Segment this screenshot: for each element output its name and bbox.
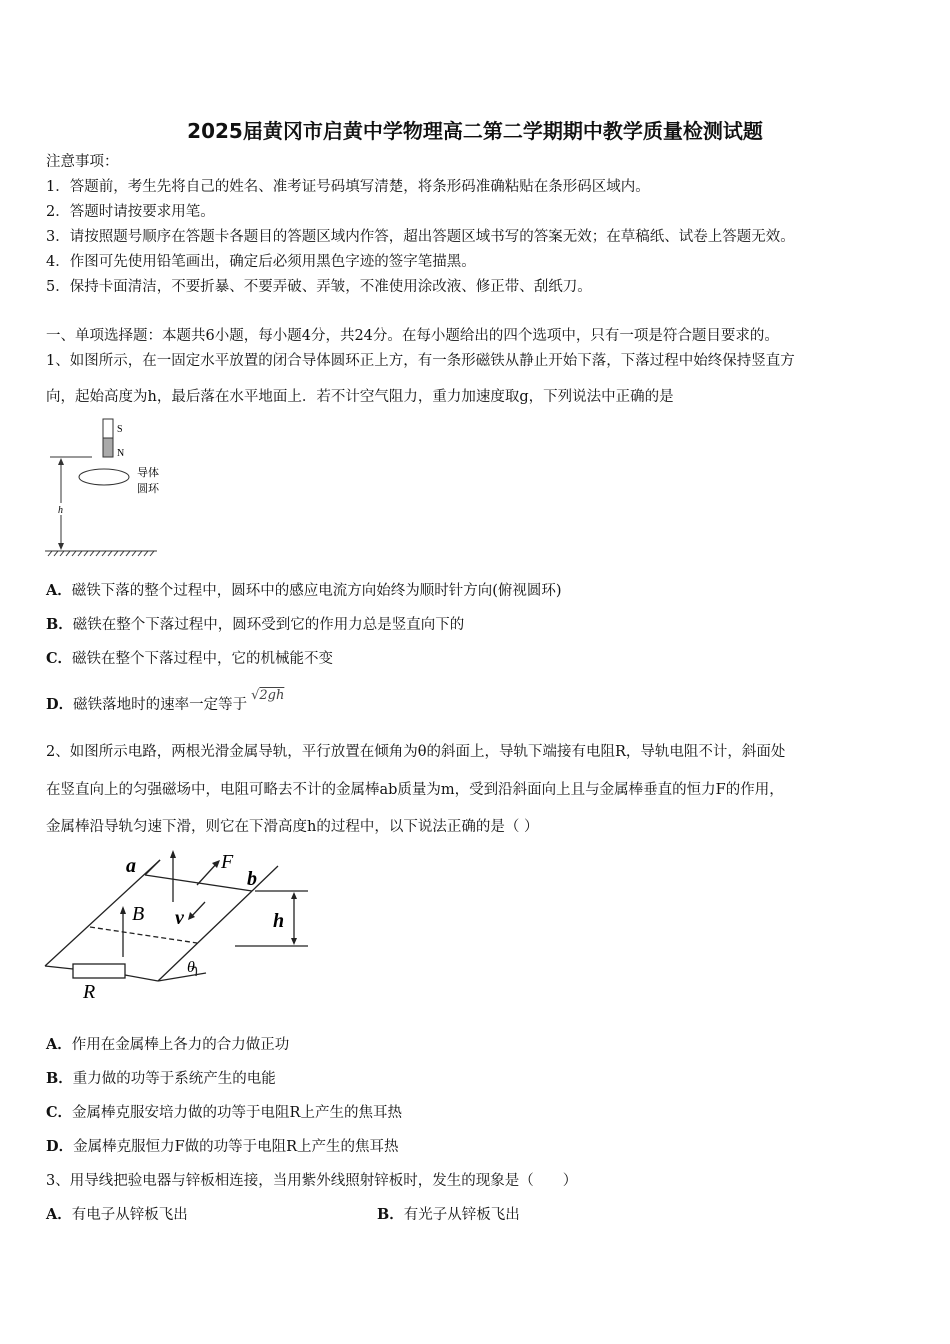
label-ring: 圆环	[137, 483, 159, 495]
q2-rail-figure	[40, 840, 320, 1010]
notice-item: 1．答题前，考生先将自己的姓名、准考证号码填写清楚，将条形码准确粘贴在条形码区域内。	[46, 179, 650, 195]
q1-option-b[interactable]: B．磁铁在整个下落过程中，圆环受到它的作用力总是竖直向下的	[46, 616, 465, 633]
q2-option-b[interactable]: B．重力做的功等于系统产生的电能	[46, 1070, 276, 1087]
label-theta: θ	[187, 959, 195, 976]
label-ring: 导体	[137, 467, 159, 479]
q2-stem: 在竖直向上的匀强磁场中，电阻可略去不计的金属棒ab质量为m，受到沿斜面向上且与金属棒垂直的恒力F的作用，	[46, 782, 784, 798]
q1-stem: 1、如图所示，在一固定水平放置的闭合导体圆环正上方，有一条形磁铁从静止开始下落，下落过程中始终保持竖直方	[46, 353, 795, 369]
label-b-field: B	[132, 903, 145, 925]
label-b: b	[247, 868, 257, 890]
label-s: S	[117, 424, 123, 435]
label-h: h	[58, 505, 63, 516]
label-r: R	[83, 981, 96, 1003]
q1-option-a[interactable]: A．磁铁下落的整个过程中，圆环中的感应电流方向始终为顺时针方向(俯视圆环)	[46, 582, 562, 599]
q3-option-b[interactable]: B．有光子从锌板飞出	[377, 1206, 520, 1223]
q3-stem: 3、用导线把验电器与锌板相连接，当用紫外线照射锌板时，发生的现象是（ ）	[46, 1173, 578, 1189]
section-heading: 一、单项选择题：本题共6小题，每小题4分，共24分。在每小题给出的四个选项中，只有一项是符合题目要求的。	[46, 328, 779, 344]
label-h: h	[273, 910, 285, 932]
notice-item: 4．作图可先使用铅笔画出，确定后必须用黑色字迹的签字笔描黑。	[46, 254, 476, 270]
label-n: N	[117, 448, 125, 459]
label-f: F	[221, 851, 234, 873]
q1-magnet-figure	[40, 410, 200, 565]
q2-stem: 2、如图所示电路，两根光滑金属导轨，平行放置在倾角为θ的斜面上，导轨下端接有电阻R，导轨电阻不计，斜面处	[46, 744, 786, 760]
q2-stem: 金属棒沿导轨匀速下滑，则它在下滑高度h的过程中，以下说法正确的是（ ）	[46, 819, 539, 835]
q2-option-a[interactable]: A．作用在金属棒上各力的合力做正功	[46, 1036, 290, 1053]
notice-item: 5．保持卡面清洁，不要折暴、不要弄破、弄皱，不准使用涂改液、修正带、刮纸刀。	[46, 279, 592, 295]
notice-item: 2．答题时请按要求用笔。	[46, 204, 215, 220]
q1-option-d[interactable]: D．磁铁落地时的速率一定等于√2gh	[46, 688, 285, 713]
q2-option-d[interactable]: D．金属棒克服恒力F做的功等于电阻R上产生的焦耳热	[46, 1138, 399, 1155]
page-title: 2025届黄冈市启黄中学物理高二第二学期期中教学质量检测试题	[187, 119, 763, 143]
q1-option-c[interactable]: C．磁铁在整个下落过程中，它的机械能不变	[46, 650, 334, 667]
notice-heading: 注意事项：	[46, 154, 119, 170]
sqrt-expression: √2gh	[251, 688, 285, 703]
label-a: a	[126, 855, 136, 877]
q1-stem: 向，起始高度为h，最后落在水平地面上．若不计空气阻力，重力加速度取g，下列说法中正确的是	[46, 389, 674, 405]
notice-item: 3．请按照题号顺序在答题卡各题目的答题区域内作答，超出答题区域书写的答案无效；在草稿纸、试卷上答题无效。	[46, 229, 795, 245]
q2-option-c[interactable]: C．金属棒克服安培力做的功等于电阻R上产生的焦耳热	[46, 1104, 402, 1121]
label-v: v	[175, 907, 184, 929]
q3-option-a[interactable]: A．有电子从锌板飞出	[46, 1206, 188, 1223]
